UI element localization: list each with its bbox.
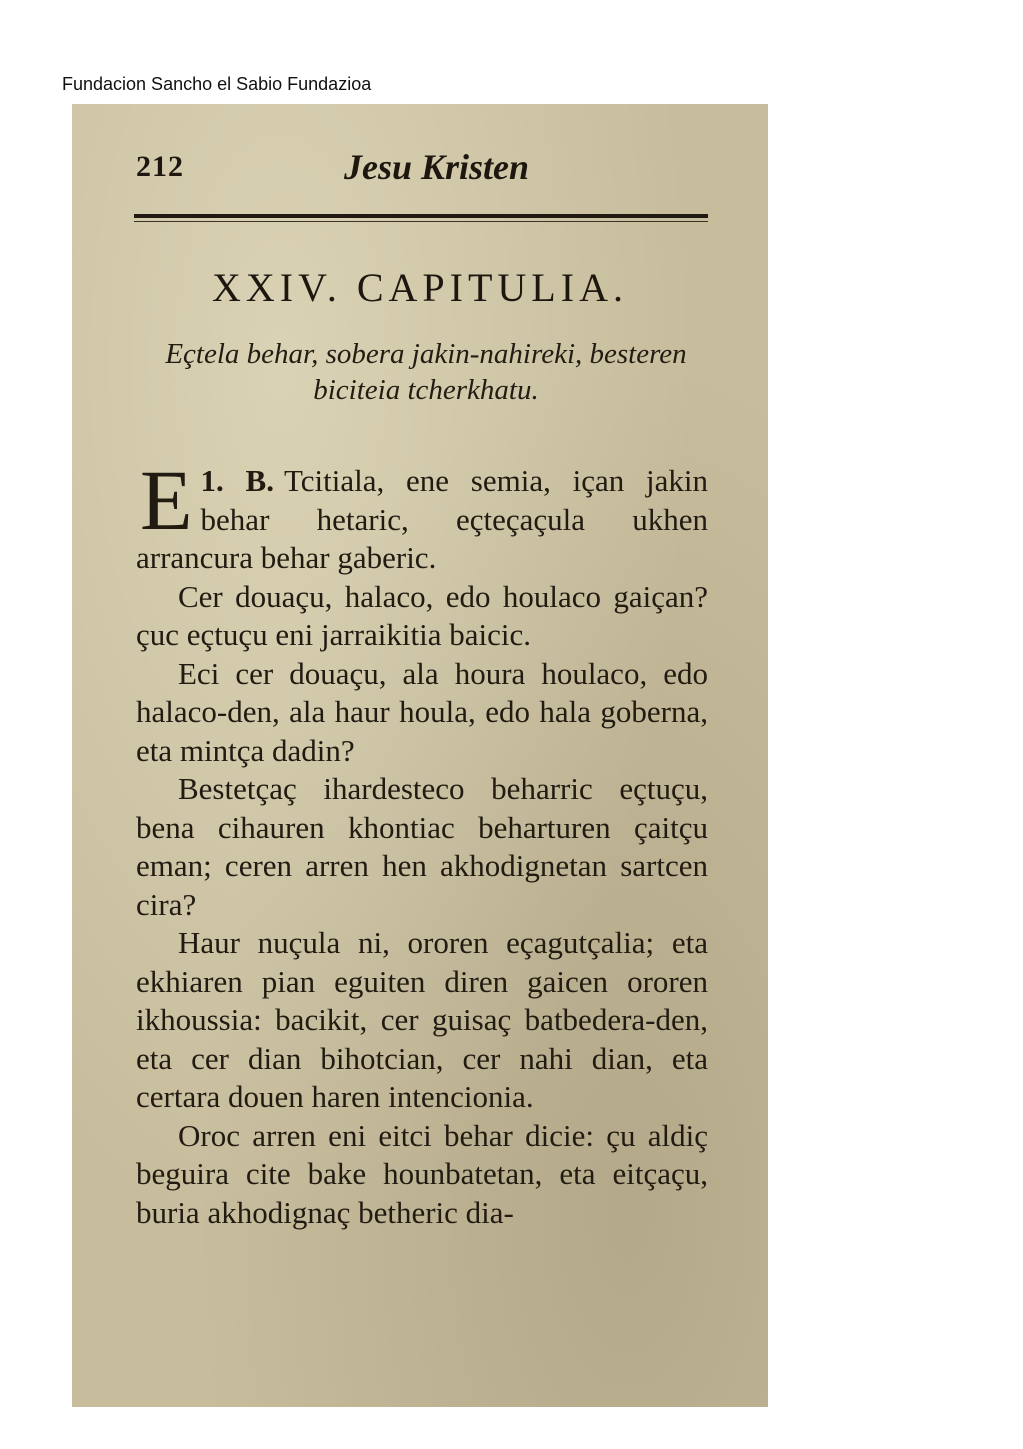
- paragraph-5: Haur nuçula ni, ororen eçagutçalia; eta ekhiaren pian eguiten diren gaicen ororen ikhoussia: bacikit, cer guisaç batbedera-den, eta cer dian bihotcian, cer nahi dian, eta certara douen haren intencionia.: [136, 925, 708, 1114]
- header-rule: [134, 214, 708, 218]
- paragraph-3: Eci cer douaçu, ala houra houlaco, edo halaco-den, ala haur houla, edo hala goberna, eta mintça dadin?: [136, 655, 708, 768]
- paragraph-text: Tcitiala, ene semia, içan jakin behar hetaric, eçteçaçula ukhen arrancura behar gaberic.: [136, 463, 708, 575]
- header-rule-thin: [134, 221, 708, 222]
- running-head: [136, 146, 706, 188]
- paragraph-2: Cer douaçu, halaco, edo houlaco gaiçan? çuc eçtuçu eni jarraikitia baicic.: [136, 578, 708, 652]
- paragraph-1: [136, 452, 708, 578]
- scanned-page: [72, 104, 768, 1407]
- page-number: 212: [136, 150, 184, 183]
- archive-header: Fundacion Sancho el Sabio Fundazioa: [62, 74, 372, 94]
- chapter-heading: XXIV. CAPITULIA.: [212, 265, 628, 310]
- drop-cap: E: [140, 452, 193, 548]
- paragraph-6: Oroc arren eni eitci behar dicie: çu aldiç beguira cite bake hounbatetan, eta eitçaçu, buria akhodignaç betheric dia-: [136, 1117, 708, 1230]
- body-text: [136, 452, 708, 1232]
- paragraph-4: Bestetçaç ihardesteco beharric eçtuçu, bena cihauren khontiac beharturen çaitçu eman; ceren arren hen akhodignetan sartcen cira?: [136, 771, 708, 922]
- verse-number: 1. B.: [200, 463, 274, 498]
- running-title: Jesu Kristen: [344, 147, 530, 187]
- chapter-summary: Eçtela behar, sobera jakin-nahireki, besteren biciteia tcherkhatu.: [165, 338, 687, 406]
